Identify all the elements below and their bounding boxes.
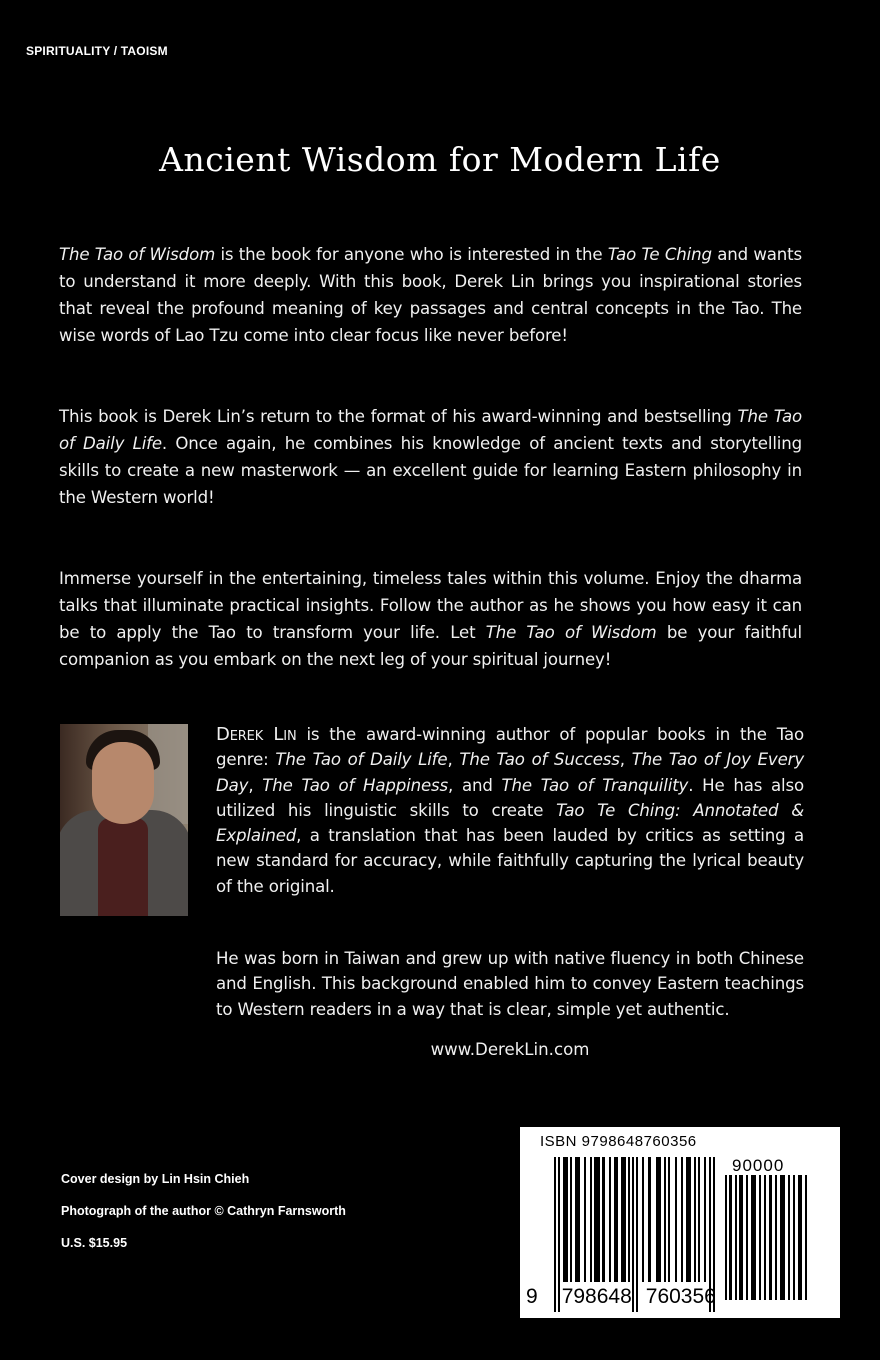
author-website: www.DerekLin.com	[430, 1040, 590, 1059]
author-bio-paragraph-1: Derek Lin is the award-winning author of popular books in the Tao genre: The Tao of Daily Life, The Tao of Success, The Tao of Joy Every Day, The Tao of Happiness, and The Tao of Tranquility. He has also utilized his linguistic skills to create Tao Te Ching: Annotated & Explained, a translation that has been lauded by critics as setting a new standard for accuracy, while faithfully capturing the lyrical beauty of the original.	[216, 724, 805, 896]
cover-design-credit: Cover design by Lin Hsin Chieh	[61, 1172, 250, 1186]
blurb-paragraph-1: The Tao of Wisdom is the book for anyone who is interested in the Tao Te Ching and wants to understand it more deeply. With this book, Derek Lin brings you inspirational stories that reveal the profound meaning of key passages and central concepts in the Tao. The wise words of Lao Tzu come into clear focus like never before!	[59, 245, 803, 345]
isbn-label: ISBN 9798648760356	[540, 1133, 697, 1150]
price-label: U.S. $15.95	[61, 1236, 128, 1250]
author-bio-paragraph-2: He was born in Taiwan and grew up with native fluency in both Chinese and English. This background enabled him to convey Eastern teachings to Western readers in a way that is clear, simple yet authentic.	[216, 949, 804, 1019]
category-label: SPIRITUALITY / TAOISM	[26, 44, 168, 58]
photo-credit: Photograph of the author © Cathryn Farnsworth	[61, 1204, 346, 1218]
author-photo	[60, 724, 188, 916]
isbn-digits: 9 798648 760356	[526, 1285, 716, 1308]
credits-block	[61, 1172, 346, 1268]
tagline-heading: Ancient Wisdom for Modern Life	[159, 140, 721, 179]
blurb-paragraph-2: This book is Derek Lin’s return to the format of his award-winning and bestselling The Tao of Daily Life. Once again, he combines his knowledge of ancient texts and storytelling skills to create a new masterwork — an excellent guide for learning Eastern philosophy in the Western world!	[59, 407, 802, 507]
addon-bars-icon	[725, 1175, 810, 1300]
isbn-barcode	[520, 1127, 840, 1318]
price-addon-code: 90000	[732, 1156, 785, 1175]
blurb-paragraph-3: Immerse yourself in the entertaining, timeless tales within this volume. Enjoy the dharma talks that illuminate practical insights. Follow the author as he shows you how easy it can be to apply the Tao to transform your life. Let The Tao of Wisdom be your faithful companion as you embark on the next leg of your spiritual journey!	[59, 569, 803, 669]
